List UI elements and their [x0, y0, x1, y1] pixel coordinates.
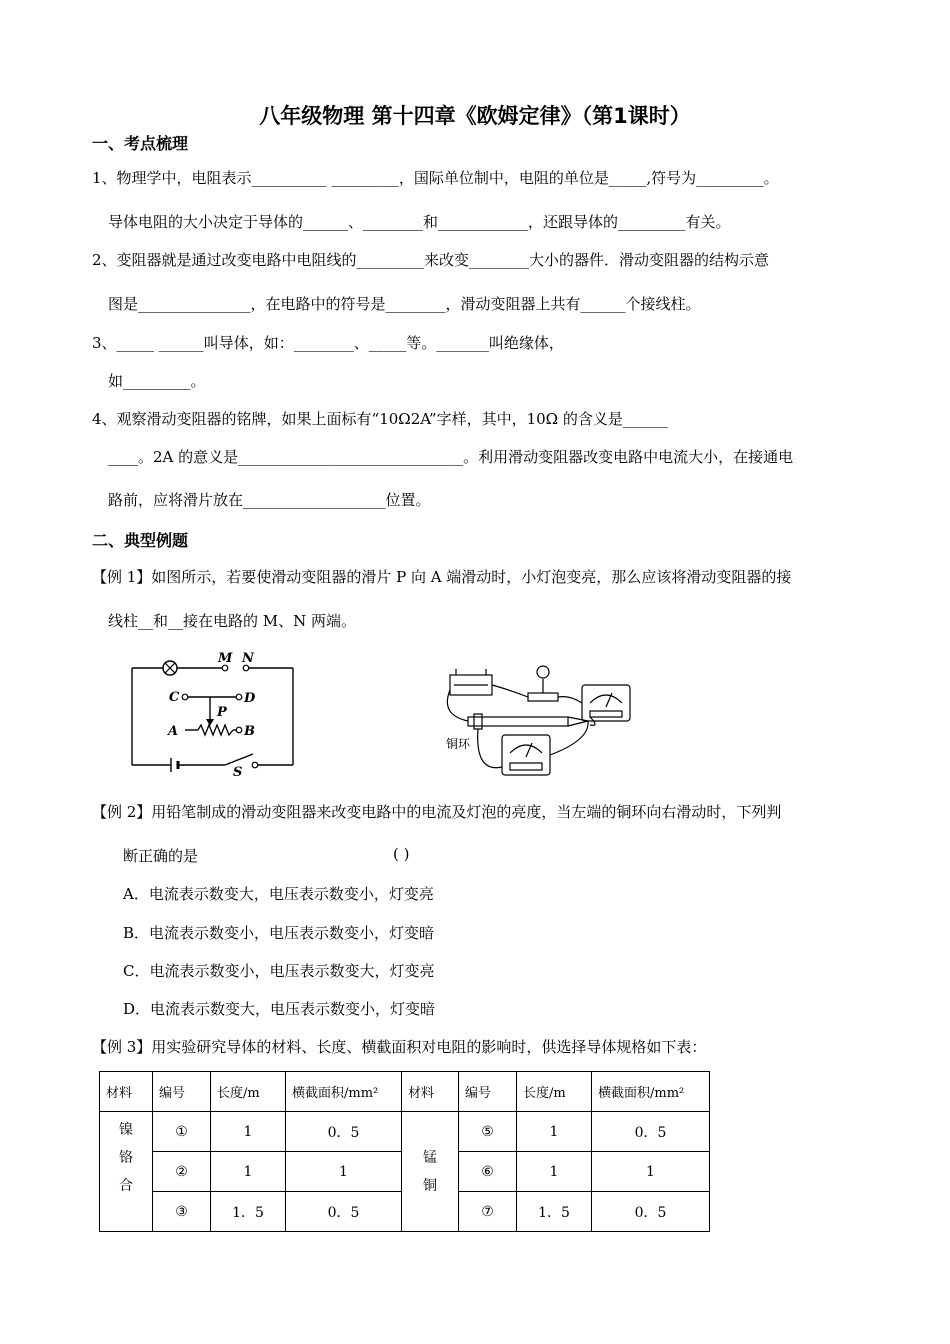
- answer-bracket: ( ): [393, 845, 410, 863]
- label-C: C: [169, 690, 180, 705]
- conductor-spec-table: [99, 1071, 710, 1232]
- text-line: 路前，应将滑片放在___________________位置。: [108, 491, 431, 509]
- label-P: P: [217, 705, 227, 720]
- table-row: [100, 1112, 710, 1152]
- table-header-row: [100, 1072, 710, 1112]
- table-cell: 1: [592, 1152, 710, 1192]
- table-cell: ③: [153, 1192, 211, 1232]
- lamp-icon: [163, 661, 177, 675]
- example1-line: 线柱__和__接在电路的 M、N 两端。: [108, 612, 357, 630]
- table-cell: ②: [153, 1152, 211, 1192]
- text-line: 如_________。: [108, 372, 206, 390]
- table-cell: ⑦: [459, 1192, 517, 1232]
- header-cell: 横截面积/mm²: [286, 1072, 402, 1112]
- circuit-diagram: [125, 648, 300, 778]
- text-line: ____。2A 的意义是______________________________。利用滑动变阻器改变电路中电流大小，在接通电: [108, 448, 794, 466]
- table-cell: ⑤: [459, 1112, 517, 1152]
- label-A: A: [168, 724, 179, 739]
- header-cell: 编号: [153, 1072, 211, 1112]
- table-cell: 0．5: [286, 1192, 402, 1232]
- page-title: 八年级物理 第十四章《欧姆定律》（第1课时）: [259, 104, 691, 128]
- table-cell: 0．5: [592, 1112, 710, 1152]
- pencil-rheostat-apparatus: [440, 655, 640, 785]
- table-cell: 0．5: [592, 1192, 710, 1232]
- example2-line: 【例 2】用铅笔制成的滑动变阻器来改变电路中的电流及灯泡的亮度，当左端的铜环向右滑动时，下列判: [92, 803, 782, 821]
- header-cell: 材料: [402, 1072, 459, 1112]
- material-nickel-chromium: 镍 铬 合: [100, 1112, 153, 1232]
- slider-arrow: [206, 719, 214, 726]
- label-D: D: [244, 691, 256, 706]
- resistor-zigzag: [198, 725, 233, 735]
- text-line: 1、物理学中，电阻表示__________ _________，国际单位制中，电阻的单位是_____,符号为_________。: [92, 169, 779, 187]
- example3-line: 【例 3】用实验研究导体的材料、长度、横截面积对电阻的影响时，供选择导体规格如下表：: [92, 1038, 707, 1056]
- header-cell: 长度/m: [211, 1072, 286, 1112]
- header-cell: 编号: [459, 1072, 517, 1112]
- option-b: B．电流表示数变小，电压表示数变小，灯变暗: [123, 924, 435, 942]
- table-cell: 1．5: [211, 1192, 286, 1232]
- text-line: 2、变阻器就是通过改变电路中电阻线的_________来改变________大小的器件．滑动变阻器的结构示意: [92, 251, 770, 269]
- material-manganese-copper: 锰 铜: [402, 1112, 459, 1232]
- copper-ring-label: 铜环: [446, 737, 471, 751]
- example2-line: 断正确的是: [123, 847, 199, 865]
- option-c: C．电流表示数变小，电压表示数变大，灯变亮: [123, 962, 435, 980]
- option-d: D．电流表示数变大，电压表示数变小，灯变暗: [123, 1000, 436, 1018]
- label-S: S: [233, 765, 243, 778]
- table-cell: 1: [211, 1112, 286, 1152]
- text-line: 图是_______________，在电路中的符号是________，滑动变阻器上共有______个接线柱。: [108, 295, 701, 313]
- label-M: M: [218, 651, 233, 666]
- header-cell: 横截面积/mm²: [592, 1072, 710, 1112]
- text-line: 导体电阻的大小决定于导体的______、________和____________，还跟导体的_________有关。: [108, 213, 731, 231]
- table-cell: 0．5: [286, 1112, 402, 1152]
- header-cell: 长度/m: [517, 1072, 592, 1112]
- section2-heading: 二、典型例题: [92, 531, 189, 550]
- label-B: B: [244, 724, 255, 739]
- option-a: A．电流表示数变大，电压表示数变小，灯变亮: [123, 885, 434, 903]
- battery-icon: [171, 758, 178, 772]
- table-cell: 1: [517, 1152, 592, 1192]
- table-cell: 1．5: [517, 1192, 592, 1232]
- text-line: 4、观察滑动变阻器的铭牌，如果上面标有“10Ω2A”字样，其中，10Ω 的含义是______: [92, 410, 668, 428]
- table-cell: 1: [286, 1152, 402, 1192]
- header-cell: 材料: [100, 1072, 153, 1112]
- text-line: 3、_____ ______叫导体，如：________、_____等。_______叫绝缘体，: [92, 334, 564, 352]
- table-cell: ①: [153, 1112, 211, 1152]
- section1-heading: 一、考点梳理: [92, 134, 189, 153]
- table-cell: ⑥: [459, 1152, 517, 1192]
- table-cell: 1: [211, 1152, 286, 1192]
- table-cell: 1: [517, 1112, 592, 1152]
- example1-line: 【例 1】如图所示，若要使滑动变阻器的滑片 P 向 A 端滑动时，小灯泡变亮，那么应该将滑动变阻器的接: [92, 568, 792, 586]
- label-N: N: [242, 651, 254, 666]
